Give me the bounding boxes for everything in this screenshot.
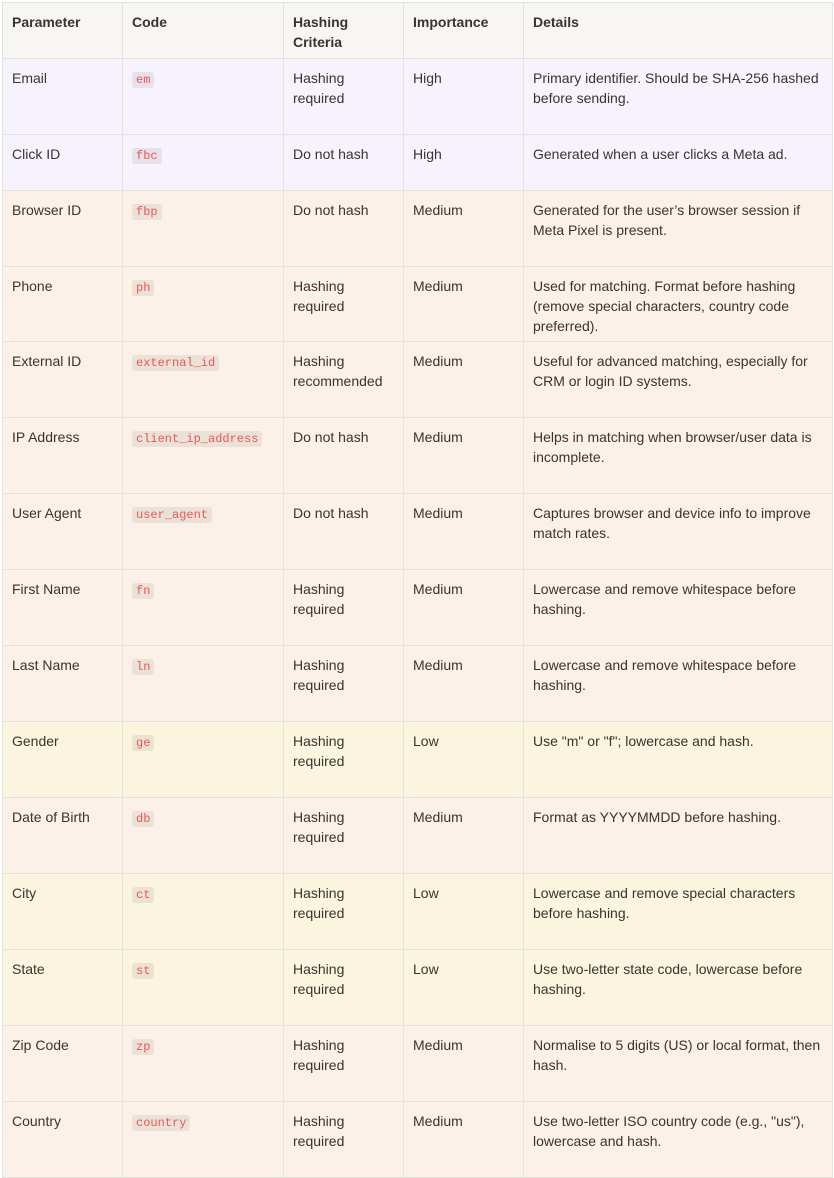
details-cell: Lowercase and remove whitespace before hashing. — [524, 646, 833, 722]
code-badge: ln — [132, 659, 154, 675]
parameter-cell: Phone — [3, 267, 123, 342]
code-badge: fbp — [132, 204, 162, 220]
importance-cell: Medium — [404, 342, 524, 418]
table-row — [3, 798, 833, 874]
code-cell — [123, 267, 284, 342]
code-badge: country — [132, 1115, 190, 1131]
code-badge: external_id — [132, 355, 219, 371]
code-badge: user_agent — [132, 507, 212, 523]
parameter-cell: State — [3, 950, 123, 1026]
details-cell: Lowercase and remove whitespace before hashing. — [524, 570, 833, 646]
code-cell — [123, 1102, 284, 1178]
parameter-cell: Click ID — [3, 135, 123, 191]
details-cell: Use "m" or "f"; lowercase and hash. — [524, 722, 833, 798]
hashing-cell: Hashing required — [284, 570, 404, 646]
parameter-cell: Gender — [3, 722, 123, 798]
parameter-cell: Browser ID — [3, 191, 123, 267]
code-cell — [123, 494, 284, 570]
table-row — [3, 1102, 833, 1178]
importance-cell: Medium — [404, 1026, 524, 1102]
code-cell — [123, 135, 284, 191]
details-cell: Use two-letter ISO country code (e.g., "us"), lowercase and hash. — [524, 1102, 833, 1178]
importance-cell: Medium — [404, 494, 524, 570]
table-row — [3, 722, 833, 798]
hashing-cell: Hashing required — [284, 267, 404, 342]
hashing-cell: Hashing required — [284, 59, 404, 135]
table-row — [3, 1026, 833, 1102]
parameter-cell: Country — [3, 1102, 123, 1178]
code-badge: em — [132, 72, 154, 88]
code-badge: fn — [132, 583, 154, 599]
table-row — [3, 191, 833, 267]
parameters-table — [2, 2, 833, 1178]
hashing-cell: Hashing required — [284, 646, 404, 722]
parameter-cell: Zip Code — [3, 1026, 123, 1102]
details-cell: Useful for advanced matching, especially for CRM or login ID systems. — [524, 342, 833, 418]
code-badge: ph — [132, 280, 154, 296]
importance-cell: Medium — [404, 1102, 524, 1178]
parameter-cell: User Agent — [3, 494, 123, 570]
code-badge: client_ip_address — [132, 431, 262, 447]
importance-cell: High — [404, 135, 524, 191]
header-hashing-criteria: Hashing Criteria — [284, 3, 404, 59]
hashing-cell: Hashing required — [284, 950, 404, 1026]
details-cell: Helps in matching when browser/user data is incomplete. — [524, 418, 833, 494]
code-cell — [123, 418, 284, 494]
details-cell: Primary identifier. Should be SHA-256 hashed before sending. — [524, 59, 833, 135]
table-row — [3, 646, 833, 722]
code-badge: fbc — [132, 148, 162, 164]
code-badge: st — [132, 963, 154, 979]
importance-cell: Low — [404, 722, 524, 798]
hashing-cell: Hashing required — [284, 1026, 404, 1102]
hashing-cell: Hashing recommended — [284, 342, 404, 418]
details-cell: Normalise to 5 digits (US) or local format, then hash. — [524, 1026, 833, 1102]
header-details: Details — [524, 3, 833, 59]
hashing-cell: Do not hash — [284, 418, 404, 494]
details-cell: Captures browser and device info to improve match rates. — [524, 494, 833, 570]
parameter-cell: Email — [3, 59, 123, 135]
hashing-cell: Do not hash — [284, 191, 404, 267]
code-cell — [123, 646, 284, 722]
hashing-cell: Hashing required — [284, 798, 404, 874]
hashing-cell: Do not hash — [284, 135, 404, 191]
table-row — [3, 950, 833, 1026]
details-cell: Used for matching. Format before hashing (remove special characters, country code preferred). — [524, 267, 833, 342]
parameter-cell: Date of Birth — [3, 798, 123, 874]
details-cell: Use two-letter state code, lowercase before hashing. — [524, 950, 833, 1026]
table-row — [3, 342, 833, 418]
parameter-cell: IP Address — [3, 418, 123, 494]
parameter-cell: City — [3, 874, 123, 950]
parameter-cell: Last Name — [3, 646, 123, 722]
code-cell — [123, 342, 284, 418]
importance-cell: Medium — [404, 798, 524, 874]
code-cell — [123, 191, 284, 267]
header-parameter: Parameter — [3, 3, 123, 59]
importance-cell: Medium — [404, 267, 524, 342]
importance-cell: Medium — [404, 191, 524, 267]
hashing-cell: Do not hash — [284, 494, 404, 570]
parameter-cell: First Name — [3, 570, 123, 646]
code-cell — [123, 570, 284, 646]
code-cell — [123, 950, 284, 1026]
importance-cell: Medium — [404, 646, 524, 722]
details-cell: Format as YYYYMMDD before hashing. — [524, 798, 833, 874]
header-row — [3, 3, 833, 59]
code-badge: zp — [132, 1039, 154, 1055]
importance-cell: Medium — [404, 418, 524, 494]
table-row — [3, 135, 833, 191]
table-row — [3, 494, 833, 570]
code-badge: db — [132, 811, 154, 827]
code-cell — [123, 798, 284, 874]
code-cell — [123, 874, 284, 950]
code-cell — [123, 1026, 284, 1102]
importance-cell: Medium — [404, 570, 524, 646]
table-row — [3, 874, 833, 950]
details-cell: Lowercase and remove special characters before hashing. — [524, 874, 833, 950]
importance-cell: Low — [404, 950, 524, 1026]
table-row — [3, 570, 833, 646]
parameter-cell: External ID — [3, 342, 123, 418]
code-cell — [123, 59, 284, 135]
table-row — [3, 267, 833, 342]
header-code: Code — [123, 3, 284, 59]
table-row — [3, 418, 833, 494]
importance-cell: High — [404, 59, 524, 135]
hashing-cell: Hashing required — [284, 722, 404, 798]
header-importance: Importance — [404, 3, 524, 59]
importance-cell: Low — [404, 874, 524, 950]
details-cell: Generated when a user clicks a Meta ad. — [524, 135, 833, 191]
code-badge: ct — [132, 887, 154, 903]
code-cell — [123, 722, 284, 798]
hashing-cell: Hashing required — [284, 1102, 404, 1178]
details-cell: Generated for the user’s browser session if Meta Pixel is present. — [524, 191, 833, 267]
code-badge: ge — [132, 735, 154, 751]
hashing-cell: Hashing required — [284, 874, 404, 950]
table-row — [3, 59, 833, 135]
